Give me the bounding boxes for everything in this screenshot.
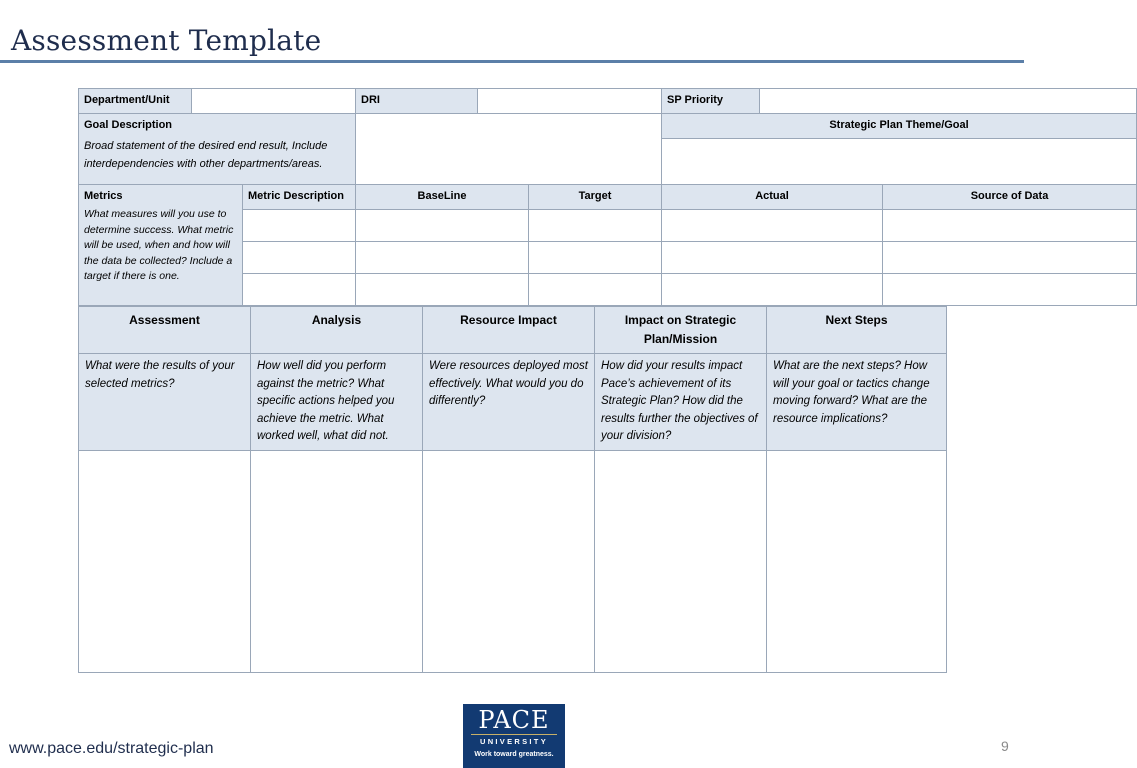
pace-university-logo — [463, 704, 565, 768]
dri-label: DRI — [356, 89, 478, 114]
source-input[interactable] — [883, 210, 1137, 242]
source-input[interactable] — [883, 242, 1137, 274]
department-label: Department/Unit — [79, 89, 192, 114]
page-title: Assessment Template — [11, 24, 322, 57]
col-baseline: BaseLine — [356, 185, 529, 210]
target-input[interactable] — [529, 242, 662, 274]
page-number: 9 — [1001, 738, 1009, 754]
desc-analysis: How well did you perform against the metric? What specific actions helped you achieve the metric. What worked well, what did not. — [251, 354, 423, 451]
dri-input[interactable] — [478, 89, 662, 114]
header-assessment: Assessment — [79, 307, 251, 354]
actual-input[interactable] — [662, 242, 883, 274]
header-analysis: Analysis — [251, 307, 423, 354]
metric-description-input[interactable] — [243, 242, 356, 274]
baseline-input[interactable] — [356, 274, 529, 306]
logo-subtitle: UNIVERSITY — [479, 737, 548, 746]
goal-description-label: Goal Description — [84, 119, 173, 131]
col-target: Target — [529, 185, 662, 210]
impact-strategic-plan-input[interactable] — [595, 450, 767, 672]
metric-description-input[interactable] — [243, 274, 356, 306]
assessment-table — [78, 306, 947, 673]
header-next-steps: Next Steps — [767, 307, 947, 354]
assessment-input[interactable] — [79, 450, 251, 672]
goal-description-cell — [79, 114, 356, 185]
logo-tagline: Work toward greatness. — [474, 751, 554, 758]
desc-next-steps: What are the next steps? How will your goal or tactics change moving forward? What are the resource implications? — [767, 354, 947, 451]
goal-description-input[interactable] — [356, 114, 662, 185]
source-input[interactable] — [883, 274, 1137, 306]
logo-divider — [471, 734, 557, 735]
sp-priority-input[interactable] — [760, 89, 1137, 114]
baseline-input[interactable] — [356, 242, 529, 274]
goal-description-help: Broad statement of the desired end result, Include interdependencies with other departments/areas. — [84, 140, 328, 170]
department-input[interactable] — [192, 89, 356, 114]
header-resource-impact: Resource Impact — [423, 307, 595, 354]
col-metric-description: Metric Description — [243, 185, 356, 210]
sp-priority-label: SP Priority — [662, 89, 760, 114]
resource-impact-input[interactable] — [423, 450, 595, 672]
desc-impact-strategic-plan: How did your results impact Pace’s achievement of its Strategic Plan? How did the results further the objectives of your division? — [595, 354, 767, 451]
actual-input[interactable] — [662, 274, 883, 306]
next-steps-input[interactable] — [767, 450, 947, 672]
metric-description-input[interactable] — [243, 210, 356, 242]
theme-goal-input[interactable] — [662, 139, 1137, 185]
metrics-label: Metrics — [84, 190, 123, 202]
metrics-cell — [79, 185, 243, 306]
goal-metrics-table — [78, 88, 1137, 306]
header-impact-strategic-plan: Impact on Strategic Plan/Mission — [595, 307, 767, 354]
col-source-of-data: Source of Data — [883, 185, 1137, 210]
target-input[interactable] — [529, 210, 662, 242]
desc-resource-impact: Were resources deployed most effectively. What would you do differently? — [423, 354, 595, 451]
target-input[interactable] — [529, 274, 662, 306]
actual-input[interactable] — [662, 210, 883, 242]
footer-url[interactable]: www.pace.edu/strategic-plan — [9, 740, 214, 757]
baseline-input[interactable] — [356, 210, 529, 242]
col-actual: Actual — [662, 185, 883, 210]
title-divider — [0, 60, 1024, 63]
analysis-input[interactable] — [251, 450, 423, 672]
theme-goal-label: Strategic Plan Theme/Goal — [662, 114, 1137, 139]
desc-assessment: What were the results of your selected metrics? — [79, 354, 251, 451]
metrics-help: What measures will you use to determine success. What metric will be used, when and how will the data be collected? Include a target if there is one. — [84, 208, 234, 282]
logo-name: PACE — [478, 706, 550, 734]
